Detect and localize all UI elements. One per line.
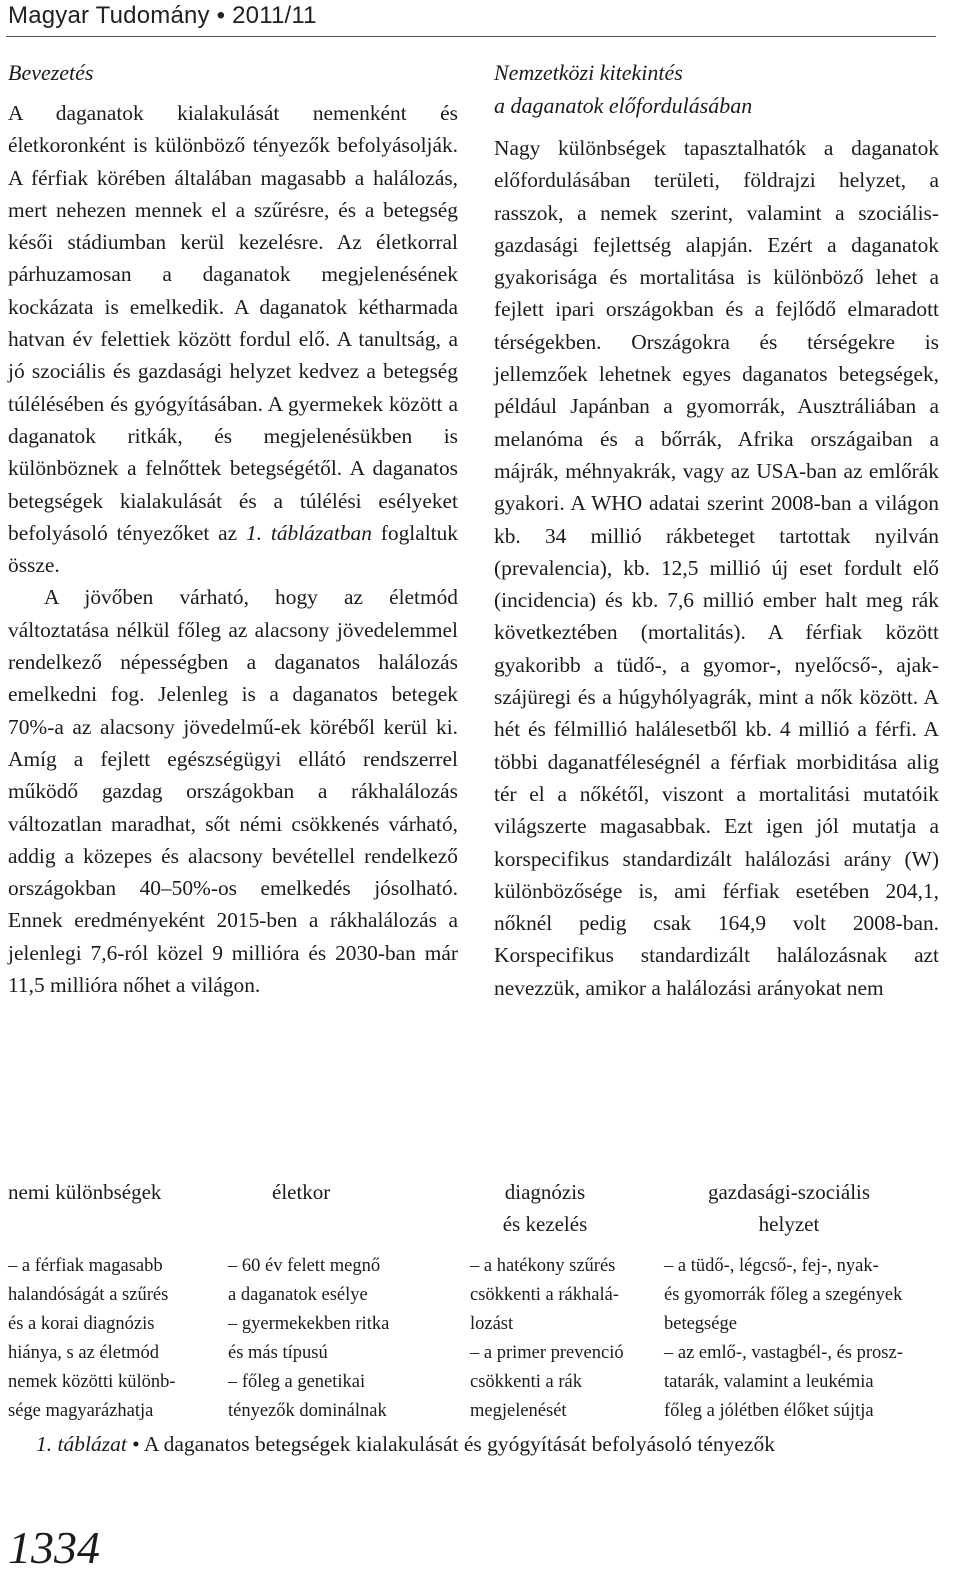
section-heading-international-1: Nemzetközi kitekintés bbox=[494, 60, 683, 85]
future-paragraph: A jövőben várható, hogy az életmód változtatása nélkül főleg az alacsony jövedelemmel rendelkező népességben a daganatos halálozás emelkedni fog. Jelenleg is a daganatos betegek 70%-a az alacsony jövedelmű-ek köréből kerül ki. Amíg a fejlett egészségügyi ellátó rendszerrel működő gazdag országokban a rákhalálozás változatlan maradhat, sőt némi csökkenés várható, addig a közepes és alacsony bevétellel rendelkező országokban 40–50%-os emelkedés jósolható. Ennek eredményeként 2015-ben a rákhalálozás a jelenlegi 7,6-ról közel 9 millióra és 2030-ban már 11,5 millióra nőhet a világon. bbox=[8, 585, 458, 998]
right-column bbox=[494, 56, 939, 1004]
table-header-age: életkor bbox=[272, 1180, 331, 1204]
table-header-socioeconomic: gazdasági-szociális helyzet bbox=[707, 1180, 871, 1236]
table-cell-age: – 60 év felett megnő a daganatok esélye – gyermekekben ritka és más típusú – főleg a genetikai tényezők dominálnak bbox=[228, 1256, 390, 1421]
table-caption-bullet: • bbox=[126, 1432, 144, 1456]
table-column-age bbox=[228, 1176, 458, 1426]
table-header-sex: nemi különbségek bbox=[8, 1180, 162, 1204]
table-cell-sex: – a férfiak magasabb halandóságát a szűrés és a korai diagnózis hiánya, s az életmód nemek közötti különb- sége magyarázhatja bbox=[8, 1256, 176, 1421]
running-header: Magyar Tudomány • 2011/11 bbox=[8, 2, 317, 29]
table-header-diagnosis: diagnózis és kezelés bbox=[502, 1180, 588, 1236]
table-caption-number: 1. táblázat bbox=[36, 1432, 127, 1456]
page-number: 1334 bbox=[8, 1522, 100, 1573]
left-column bbox=[8, 56, 458, 1001]
factors-table bbox=[0, 1176, 960, 1426]
table-cell-diagnosis: – a hatékony szűrés csökkenti a rákhalá- lozást – a primer prevenció csökkenti a rák megjelenését bbox=[470, 1256, 624, 1421]
intro-paragraph-end: foglaltuk össze. bbox=[8, 520, 458, 578]
section-heading-international-2: a daganatok előfordulásában bbox=[494, 93, 753, 118]
table-reference: 1. táblázatban bbox=[245, 520, 372, 545]
table-column-sex bbox=[8, 1176, 218, 1426]
header-divider bbox=[6, 36, 936, 37]
international-paragraph: Nagy különbségek tapasztalhatók a daganatok előfordulásában területi, földrajzi helyzet, a rasszok, a nemek szerint, valamint a szociális-gazdasági fejlettség alapján. Ezért a daganatok gyakorisága és mortalitása is különböző lehet a fejlett ipari országokban és a fejlődő elmaradott térségekben. Országokra és térségekre is jellemzőek lehetnek egyes daganatos betegségek, például Japánban a gyomorrák, Ausztráliában a melanóma és a bőrrák, Afrika országaiban a májrák, méhnyakrák, vagy az USA-ban az emlőrák gyakori. A WHO adatai szerint 2008-ban a világon kb. 34 millió rákbeteget tartottak nyilván (prevalencia), kb. 12,5 millió új eset fordult elő (incidencia) és kb. 7,6 millió ember halt meg rák következtében (mortalitás). A férfiak között gyakoribb a tüdő-, a gyomor-, nyelőcső-, ajak-szájüregi és a húgyhólyagrák, mint a nők között. A hét és félmillió halálesetből kb. 4 millió a férfi. A többi daganatféleségnél a férfiak morbiditása alig tér el a nőkétől, viszont a mortalitási mutatóik világszerte magasabbak. Ezt igen jól mutatja a korspecifikus standardizált halálozási arány (W) különbözősége is, ami férfiak esetében 204,1, nőknél pedig csak 164,9 volt 2008-ban. Korspecifikus standardizált halálozásnak azt nevezzük, amikor a halálozási arányokat nem bbox=[494, 136, 939, 1000]
section-heading-intro: Bevezetés bbox=[8, 60, 94, 85]
intro-paragraph-text: A daganatok kialakulását nemenként és életkoronként is különböző tényezők befolyásolják. A férfiak körében általában magasabb a halálozás, mert nehezen mennek el a szűrésre, és a betegség késői stádiumban kerül kezelésre. Az életkorral párhuzamosan a daganatok megjelenésének kockázata is emelkedik. A daganatok kétharmada hatvan év felettiek között fordul elő. A tanultság, a jó szociális és gazdasági helyzet kedvez a betegség túlélésében és gyógyításában. A gyermekek között a daganatok ritkák, és megjelenésükben is különböznek a felnőttek betegségétől. A daganatos betegségek kialakulását és a túlélési esélyeket befolyásoló tényezőket az bbox=[8, 101, 458, 545]
table-column-socioeconomic bbox=[664, 1176, 944, 1426]
intro-paragraph bbox=[8, 97, 458, 581]
table-caption-text: A daganatos betegségek kialakulását és gyógyítását befolyásoló tényezők bbox=[143, 1432, 775, 1456]
table-column-diagnosis bbox=[470, 1176, 660, 1426]
table-cell-socioeconomic: – a tüdő-, légcső-, fej-, nyak- és gyomorrák főleg a szegények betegsége – az emlő-, vastagbél-, és prosz- tatarák, valamint a leukémia főleg a jólétben élőket sújtja bbox=[664, 1256, 903, 1421]
table-caption bbox=[36, 1432, 775, 1457]
